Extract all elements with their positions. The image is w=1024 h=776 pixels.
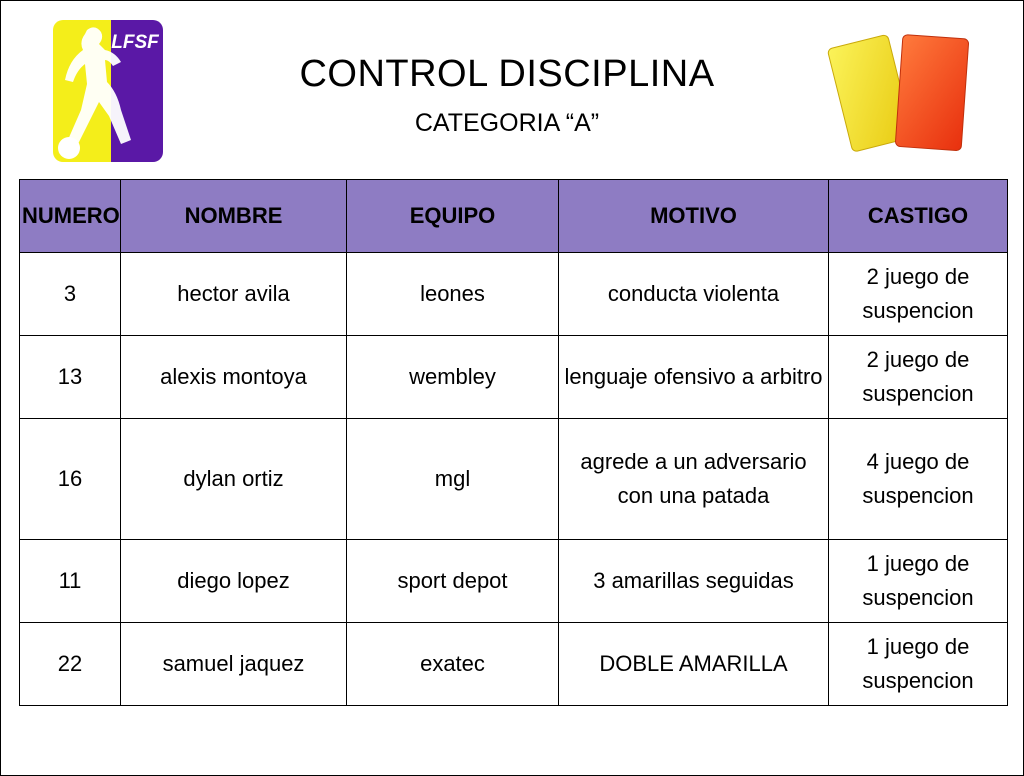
page-subtitle: CATEGORIA “A” [414, 109, 600, 137]
cell-equipo: sport depot [347, 540, 559, 623]
lfsf-logo [53, 20, 163, 162]
cell-equipo: leones [347, 253, 559, 336]
col-header-equipo: EQUIPO [347, 180, 559, 253]
cell-nombre: alexis montoya [121, 336, 347, 419]
cell-motivo: conducta violenta [559, 253, 829, 336]
cell-castigo: 1 juego de suspencion [829, 540, 1008, 623]
col-header-castigo: CASTIGO [829, 180, 1008, 253]
logo-text: LFSF [111, 32, 159, 53]
col-header-nombre: NOMBRE [121, 180, 347, 253]
cell-numero: 11 [20, 540, 121, 623]
page-title: CONTROL DISCIPLINA [299, 53, 715, 95]
cell-numero: 16 [20, 419, 121, 540]
col-header-motivo: MOTIVO [559, 180, 829, 253]
cell-numero: 13 [20, 336, 121, 419]
cell-castigo: 2 juego de suspencion [829, 253, 1008, 336]
cell-motivo: DOBLE AMARILLA [559, 623, 829, 706]
table-row [20, 419, 1008, 540]
cell-equipo: wembley [347, 336, 559, 419]
cell-nombre: diego lopez [121, 540, 347, 623]
cell-castigo: 1 juego de suspencion [829, 623, 1008, 706]
table-row [20, 253, 1008, 336]
cell-equipo: exatec [347, 623, 559, 706]
cell-numero: 22 [20, 623, 121, 706]
cell-nombre: samuel jaquez [121, 623, 347, 706]
cell-castigo: 2 juego de suspencion [829, 336, 1008, 419]
col-header-numero: NUMERO [20, 180, 121, 253]
table-header-row [20, 180, 1008, 253]
table-row [20, 540, 1008, 623]
cell-motivo: 3 amarillas seguidas [559, 540, 829, 623]
cell-motivo: lenguaje ofensivo a arbitro [559, 336, 829, 419]
cell-equipo: mgl [347, 419, 559, 540]
discipline-table [19, 179, 1008, 706]
cell-numero: 3 [20, 253, 121, 336]
cell-nombre: dylan ortiz [121, 419, 347, 540]
table-row [20, 623, 1008, 706]
cell-motivo: agrede a un adversario con una patada [559, 419, 829, 540]
cell-nombre: hector avila [121, 253, 347, 336]
table-row [20, 336, 1008, 419]
red-card [895, 34, 969, 150]
cards-icon [827, 27, 975, 159]
cell-castigo: 4 juego de suspencion [829, 419, 1008, 540]
